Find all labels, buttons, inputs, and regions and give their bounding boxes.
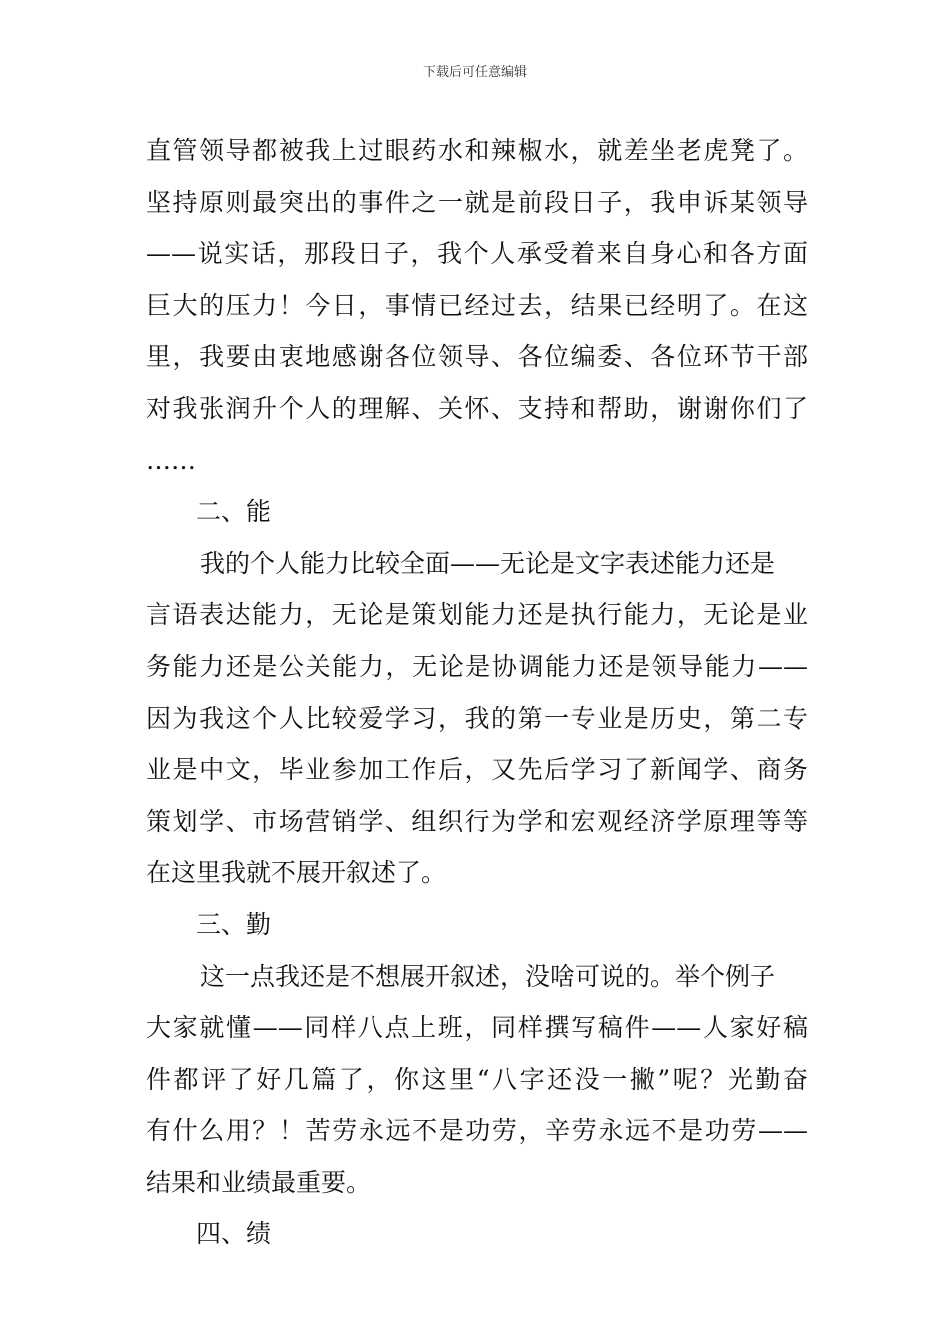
text-line: 巨大的压力！今日，事情已经过去，结果已经明了。在这: [146, 290, 808, 320]
text-line: 直管领导都被我上过眼药水和辣椒水，就差坐老虎凳了。: [146, 136, 808, 165]
text-line: 策划学、市场营销学、组织行为学和宏观经济学原理等等: [146, 806, 808, 836]
document-body: [146, 125, 808, 1260]
text-line: 坚持原则最突出的事件之一就是前段日子，我申诉某领导: [146, 187, 808, 217]
text-line: 在这里我就不展开叙述了。: [146, 858, 447, 888]
text-line: 因为我这个人比较爱学习，我的第一专业是历史，第二专: [146, 703, 808, 733]
text-line: 有什么用？！苦劳永远不是功劳，辛劳永远不是功劳——: [146, 1116, 808, 1146]
text-line: 这一点我还是不想展开叙述，没啥可说的。举个例子: [200, 961, 776, 991]
text-line: 件都评了好几篇了，你这里“八字还没一撇”呢？光勤奋: [146, 1064, 808, 1094]
text-line: 务能力还是公关能力，无论是协调能力还是领导能力——: [146, 651, 808, 681]
text-line: 言语表达能力，无论是策划能力还是执行能力，无论是业: [146, 600, 808, 630]
text-line: 结果和业绩最重要。: [146, 1167, 372, 1197]
text-line: 大家就懂——同样八点上班，同样撰写稿件——人家好稿: [146, 1013, 808, 1043]
text-line: 里，我要由衷地感谢各位领导、各位编委、各位环节干部: [146, 342, 808, 372]
text-line: ……: [146, 445, 196, 475]
section-heading-qin: 三、勤: [196, 909, 272, 939]
text-line: ——说实话，那段日子，我个人承受着来自身心和各方面: [146, 239, 808, 269]
text-line: 业是中文，毕业参加工作后，又先后学习了新闻学、商务: [146, 755, 808, 785]
text-line: 我的个人能力比较全面——无论是文字表述能力还是: [200, 548, 776, 578]
page-header: 下载后可任意编辑: [422, 65, 527, 80]
section-heading-ji: 四、绩: [196, 1219, 272, 1249]
text-line: 对我张润升个人的理解、关怀、支持和帮助，谢谢你们了: [146, 393, 808, 423]
section-heading-neng: 二、能: [196, 497, 272, 527]
